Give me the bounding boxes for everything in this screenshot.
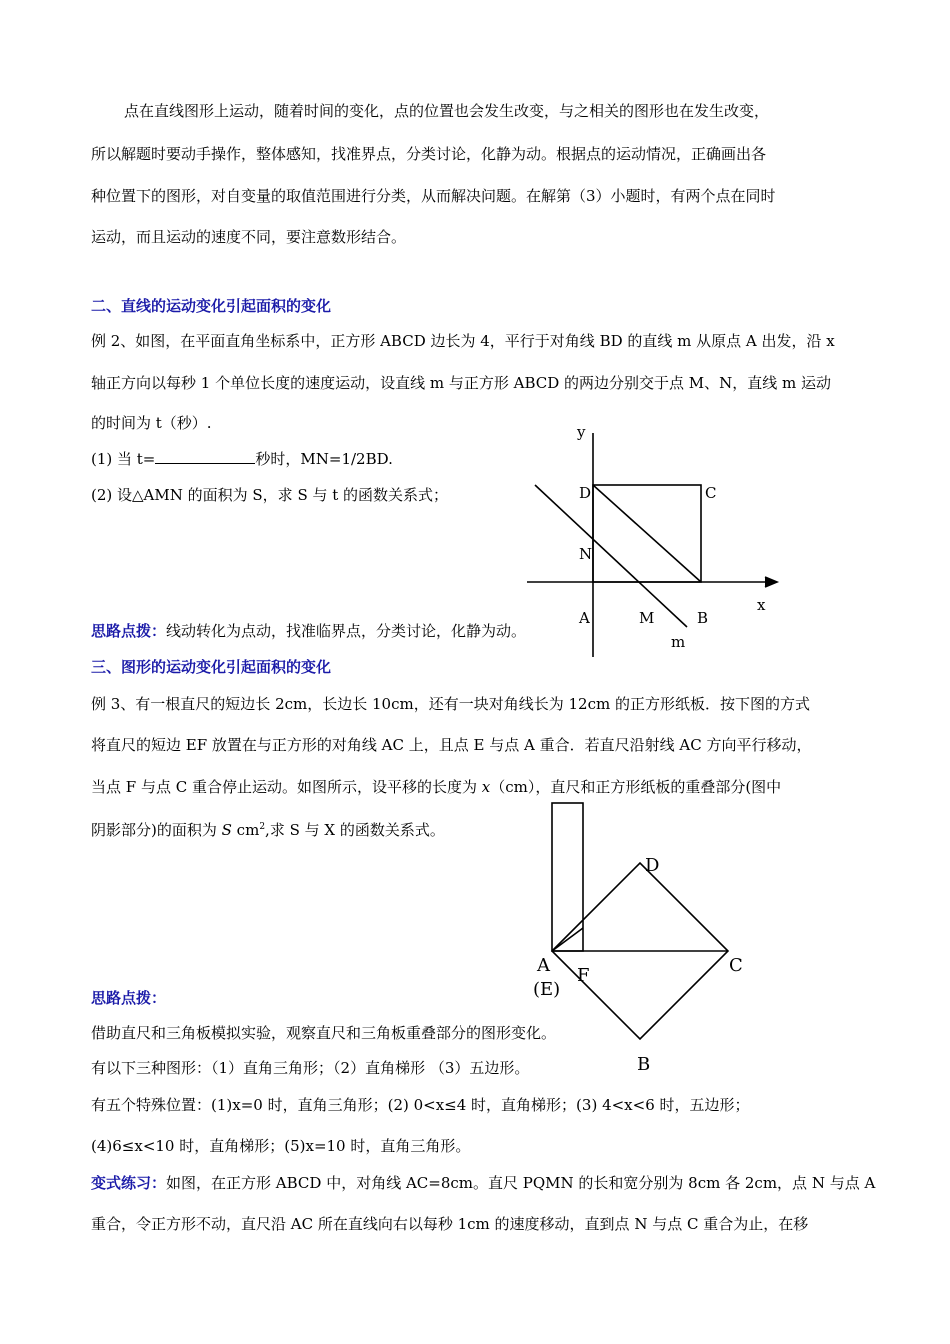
label-a: A bbox=[579, 609, 590, 627]
label-b: B bbox=[697, 609, 709, 627]
label-d: D bbox=[645, 855, 660, 876]
answer-blank bbox=[155, 449, 255, 464]
line3-suffix: （cm），直尺和正方形纸板的重叠部分(图中 bbox=[490, 778, 782, 796]
label-x: x bbox=[757, 596, 766, 614]
hint-3-line-2: 有以下三种图形：（1）直角三角形；（2）直角梯形 （3）五边形。 bbox=[91, 1059, 530, 1077]
variable-x: x bbox=[481, 778, 491, 796]
example-3-line-2: 将直尺的短边 EF 放置在与正方形的对角线 AC 上，且点 E 与点 A 重合．若直尺沿射线 AC 方向平行移动， bbox=[91, 736, 812, 754]
ruler-edge-ef bbox=[552, 928, 583, 951]
hint-3-line-4: (4)6≤x<10 时，直角梯形；(5)x=10 时，直角三角形。 bbox=[91, 1137, 471, 1155]
example-3-line-1: 例 3、有一根直尺的短边长 2cm，长边长 10cm，还有一块对角线长为 12cm 的正方形纸板．按下图的方式 bbox=[91, 695, 810, 713]
variant-text: 如图，在正方形 ABCD 中，对角线 AC=8cm。直尺 PQMN 的长和宽分别为 8cm 各 2cm，点 N 与点 A bbox=[166, 1174, 876, 1192]
intro-line-4: 运动，而且运动的速度不同，要注意数形结合。 bbox=[91, 228, 407, 246]
hint-3-line-1: 借助直尺和三角板模拟实验，观察直尺和三角板重叠部分的图形变化。 bbox=[91, 1024, 557, 1042]
section-3-heading: 三、图形的运动变化引起面积的变化 bbox=[91, 658, 332, 676]
figure-ruler-square bbox=[525, 795, 765, 1085]
line3-prefix: 当点 F 与点 C 重合停止运动。如图所示，设平移的长度为 bbox=[91, 778, 482, 796]
label-a: A bbox=[537, 955, 550, 976]
unit-sup: 2 bbox=[259, 822, 266, 832]
hint-label: 思路点拨： bbox=[91, 622, 167, 640]
example-2-line-2: 轴正方向以每秒 1 个单位长度的速度运动，设直线 m 与正方形 ABCD 的两边分别交于点 M、N，直线 m 运动 bbox=[91, 374, 832, 392]
example-3-line-3 bbox=[91, 777, 781, 797]
question-1-prefix: (1) 当 t= bbox=[91, 450, 156, 468]
ruler bbox=[552, 803, 583, 951]
label-d: D bbox=[579, 484, 592, 502]
line4-prefix: 阴影部分)的面积为 bbox=[91, 821, 222, 839]
label-n: N bbox=[579, 545, 593, 563]
section-2-heading: 二、直线的运动变化引起面积的变化 bbox=[91, 297, 332, 315]
intro-line-2: 所以解题时要动手操作，整体感知，找准界点，分类讨论，化静为动。根据点的运动情况，正确画出各 bbox=[91, 145, 767, 163]
label-c: C bbox=[729, 955, 743, 976]
intro-line-1: 点在直线图形上运动，随着时间的变化，点的位置也会发生改变，与之相关的图形也在发生改变， bbox=[124, 102, 770, 120]
example-3-line-4 bbox=[91, 817, 445, 840]
label-c: C bbox=[705, 484, 717, 502]
label-y: y bbox=[577, 423, 586, 441]
label-f: F bbox=[577, 965, 590, 986]
diagonal-bd bbox=[593, 485, 701, 582]
hint-text: 线动转化为点动，找准临界点，分类讨论，化静为动。 bbox=[166, 622, 527, 640]
line-m bbox=[535, 485, 687, 627]
variant-label: 变式练习： bbox=[91, 1174, 167, 1192]
question-2: (2) 设△AMN 的面积为 S，求 S 与 t 的函数关系式； bbox=[91, 486, 449, 504]
hint-3-line-3: 有五个特殊位置：(1)x=0 时，直角三角形；(2) 0<x≤4 时，直角梯形；(3) 4<x<6 时，五边形； bbox=[91, 1096, 750, 1114]
variant-line-1 bbox=[91, 1173, 875, 1193]
hint-2 bbox=[91, 621, 526, 641]
question-1-suffix: 秒时，MN=1/2BD. bbox=[255, 450, 393, 468]
line4-suffix: ,求 S 与 X 的函数关系式。 bbox=[265, 821, 445, 839]
unit-cm: cm bbox=[231, 821, 260, 839]
variable-s: S bbox=[221, 821, 232, 839]
label-e: (E) bbox=[533, 979, 561, 1000]
label-m-point: M bbox=[639, 609, 655, 627]
label-m-line: m bbox=[671, 633, 686, 651]
intro-line-3: 种位置下的图形，对自变量的取值范围进行分类，从而解决问题。在解第（3）小题时，有两个点在同时 bbox=[91, 187, 776, 205]
question-1 bbox=[91, 449, 393, 469]
hint-3-label: 思路点拨： bbox=[91, 989, 167, 1007]
x-axis-arrow bbox=[765, 577, 777, 587]
figure-coordinate-square bbox=[515, 415, 785, 665]
example-2-line-3: 的时间为 t（秒）. bbox=[91, 414, 212, 432]
variant-line-2: 重合，令正方形不动，直尺沿 AC 所在直线向右以每秒 1cm 的速度移动，直到点 N 与点 C 重合为止，在移 bbox=[91, 1215, 809, 1233]
label-b: B bbox=[637, 1054, 651, 1075]
example-2-line-1: 例 2、如图，在平面直角坐标系中，正方形 ABCD 边长为 4，平行于对角线 BD 的直线 m 从原点 A 出发，沿 x bbox=[91, 332, 835, 350]
